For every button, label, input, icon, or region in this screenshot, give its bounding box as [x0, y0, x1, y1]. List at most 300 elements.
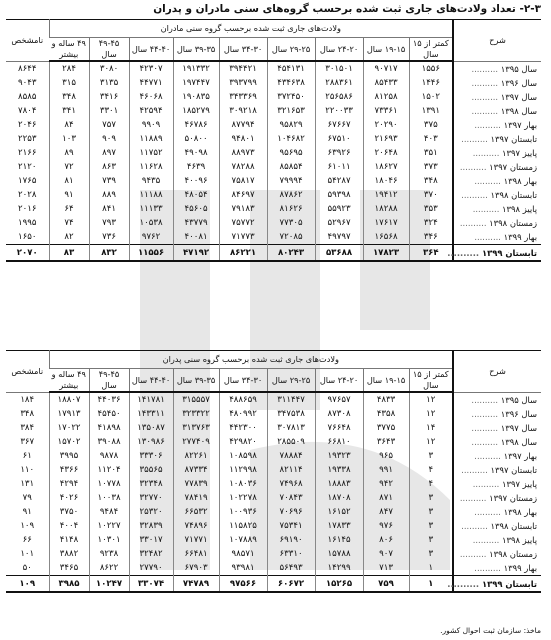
table-cell: ۳۵۱: [409, 146, 453, 160]
table-cell: ۴۴۰۳۶: [89, 392, 129, 407]
table-cell: ۴۱۴۸: [49, 533, 89, 547]
table-cell: ۳۴۶: [409, 230, 453, 245]
row-label-text: سال ۱۳۹۶: [500, 78, 538, 88]
row-label: بهار ۱۳۹۷ ..........: [453, 118, 541, 132]
table-cell: ۷۰۶۹۶: [267, 505, 315, 519]
table-cell: ۹۲۳۸: [89, 547, 129, 561]
table-cell: ۳: [409, 491, 453, 505]
table-cell: ۳۴۶۵: [49, 561, 89, 576]
row-label-text: تابستان ۱۳۹۹: [482, 578, 538, 589]
table-cell-unknown: ۲۰۷۰: [6, 245, 49, 262]
table-cell: ۹۷۶۲: [129, 230, 173, 245]
table-cell: ۴۹۰۹۸: [173, 146, 219, 160]
table-cell: ۷۹۳: [89, 216, 129, 230]
column-header-age-group: کمتر از ۱۵ سال: [409, 369, 453, 393]
row-label-text: تابستان ۱۳۹۸: [490, 521, 538, 531]
row-label: سال ۱۳۹۶ ..........: [453, 407, 541, 421]
table-cell: ۸۲۱۱۴: [267, 463, 315, 477]
table-cell: ۴: [409, 477, 453, 491]
table-row: [6, 132, 541, 146]
table-cell: ۳: [409, 533, 453, 547]
table-cell: ۴۰۰۴: [49, 519, 89, 533]
row-label: بهار ۱۳۹۸ ..........: [453, 174, 541, 188]
mothers-age-table: [6, 19, 541, 262]
table-cell: ۱۰۲۲۷: [89, 519, 129, 533]
row-label-text: بهار ۱۳۹۷: [503, 120, 538, 130]
table-cell: ۳۱۱۴۴۷: [267, 392, 315, 407]
table-cell: ۵۰۸۰۰: [173, 132, 219, 146]
table-cell: ۶۴: [49, 202, 89, 216]
table-cell: ۱۱۲۰۴: [89, 463, 129, 477]
table-cell: ۱۷۹۱۳: [49, 407, 89, 421]
table-cell: ۲۰۶۴۸: [363, 146, 409, 160]
table-cell: ۶۶۵۳۲: [173, 505, 219, 519]
table-row: [6, 61, 541, 76]
row-label-text: پاییز ۱۳۹۸: [502, 204, 538, 214]
table-cell: ۱۶۵۶۸: [363, 230, 409, 245]
table-cell: ۴۸۰۵۴: [173, 188, 219, 202]
row-label: سال ۱۳۹۷ ..........: [453, 421, 541, 435]
table-cell-unknown: ۵۰: [22, 563, 32, 573]
row-label: بهار ۱۳۹۹ ..........: [453, 561, 541, 576]
table-cell: ۳۷۳: [409, 160, 453, 174]
table-cell: ۴۰۰۹۶: [173, 174, 219, 188]
table-cell: ۱۷۸۲۳: [363, 245, 409, 262]
table-cell: ۸۷۳۰۸: [315, 407, 363, 421]
table-cell: ۱۰۴۶۸۲: [267, 132, 315, 146]
table-cell-unknown: ۳۴۸: [20, 409, 35, 419]
table-cell: ۷۳۶: [89, 230, 129, 245]
table-cell: ۳۷۵۰: [49, 505, 89, 519]
table-cell: ۷۴۹۶۸: [267, 477, 315, 491]
table-cell: ۲۸۴: [49, 61, 89, 76]
table-cell: ۱: [409, 561, 453, 576]
table-cell: ۳: [409, 519, 453, 533]
table-cell: ۷۸۴۱۹: [173, 491, 219, 505]
column-header-unknown: نامشخص: [6, 351, 49, 393]
table-cell: ۸۴۱: [89, 202, 129, 216]
table-cell: ۴۴۲۳۰۰: [219, 421, 267, 435]
table-cell: ۹۷۶۵۷: [315, 392, 363, 407]
table-cell: ۷۹۱۸۳: [219, 202, 267, 216]
table-cell: ۲۷۷۴۰۹: [173, 435, 219, 449]
row-label-text: تابستان ۱۳۹۸: [490, 190, 538, 200]
table-row: [6, 421, 541, 435]
column-header-unknown: نامشخص: [6, 20, 49, 62]
table-cell: ۴۰۲۶: [49, 491, 89, 505]
table-cell: ۸۷۱: [363, 491, 409, 505]
table-cell: ۶۶۴۸۱: [173, 547, 219, 561]
table-cell: ۸۴۷: [363, 505, 409, 519]
table-row: [6, 561, 541, 576]
table-cell-unknown: ۲۱۶۶: [18, 148, 37, 158]
table-cell: ۴۷۱۹۲: [173, 245, 219, 262]
table-cell: ۸۶۳: [89, 160, 129, 174]
table-cell: ۱۰۰۳۸: [89, 491, 129, 505]
row-label-text: تابستان ۱۳۹۷: [490, 465, 538, 475]
table-cell: ۳۲۳۳۲۲: [173, 407, 219, 421]
table-cell: ۹۵۸۲۹: [267, 118, 315, 132]
row-label: سال ۱۳۹۷ ..........: [453, 90, 541, 104]
table-cell: ۸۵۴۳۳: [363, 76, 409, 90]
table-cell: ۹۱: [49, 188, 89, 202]
row-label-text: بهار ۱۳۹۹: [503, 232, 538, 242]
table-cell: ۱۳۵۰۸۷: [129, 421, 173, 435]
row-label-text: بهار ۱۳۹۹: [503, 563, 538, 573]
table-cell: ۹۴۸۰۱: [219, 132, 267, 146]
table-cell: ۷۲: [49, 160, 89, 174]
table-cell: ۷۳۳۶۱: [363, 104, 409, 118]
table-row: [6, 118, 541, 132]
table-cell: ۳: [409, 449, 453, 463]
table-cell: ۸۱۲۵۸: [363, 90, 409, 104]
table-cell: ۹۳۹۸۱: [219, 561, 267, 576]
table-cell: ۱۷۸۳۳: [315, 519, 363, 533]
table-cell: ۱۸۰۴۶: [363, 174, 409, 188]
table-cell: ۸۳۲: [89, 245, 129, 262]
table-cell-unknown: ۱۱۰: [20, 465, 35, 475]
table-cell: ۵۲۹۶۷: [315, 216, 363, 230]
column-header-age-group: ۲۴-۲۰ سال: [315, 369, 363, 393]
row-label-text: زمستان ۱۳۹۷: [489, 493, 538, 503]
row-label: بهار ۱۳۹۹ ..........: [453, 230, 541, 245]
table-cell: ۳۲۴۸۲: [129, 547, 173, 561]
table-cell: ۹۴۲: [363, 477, 409, 491]
table-cell-unknown: ۲۱۲۰: [18, 162, 37, 172]
table-cell: ۷۴۸۹۶: [173, 519, 219, 533]
table-cell: ۳۹۰۸۸: [89, 435, 129, 449]
table-cell: ۶۰۶۷۲: [267, 576, 315, 593]
column-header-age-group: ۴۹-۴۵ سال: [89, 369, 129, 393]
table-cell: ۵۹۳۹۸: [315, 188, 363, 202]
table-cell: ۷۷۸۳۹: [173, 477, 219, 491]
table-cell-unknown: ۱۳۱: [20, 479, 35, 489]
table-cell: ۸۶۲۲۱: [219, 245, 267, 262]
table-cell: ۴۴۷۷۱: [129, 76, 173, 90]
table-cell-unknown: ۷۸۰۴: [18, 106, 37, 116]
table-cell: ۶۳۹۲۶: [315, 146, 363, 160]
table-cell: ۶۷۶۶۷: [315, 118, 363, 132]
table-cell: ۳۲۷۷۰: [129, 491, 173, 505]
table-cell: ۱۸۸۸۳: [315, 477, 363, 491]
table-cell: ۹۸۷۸: [89, 449, 129, 463]
table-cell: ۱۹۴۱۲: [363, 188, 409, 202]
table-cell: ۱۶۱۵۲: [315, 505, 363, 519]
row-label: تابستان ۱۳۹۹ ..........: [453, 245, 541, 262]
table-cell: ۳۱۳۵: [89, 76, 129, 90]
table-cell: ۷۹۹۹۴: [267, 174, 315, 188]
table-cell: ۸۲۲۶۱: [173, 449, 219, 463]
table-cell: ۳۴۸: [49, 90, 89, 104]
table-cell-unknown: ۲۰۴۶: [18, 120, 37, 130]
table-cell: ۱۵۰۲: [409, 90, 453, 104]
column-header-age-group: ۲۹-۲۵ سال: [267, 369, 315, 393]
table-cell-unknown: ۶۶: [22, 535, 32, 545]
table-cell: ۸۰۶: [363, 533, 409, 547]
table-cell: ۱۸۶۲۷: [363, 160, 409, 174]
row-label: پاییز ۱۳۹۷ ..........: [453, 477, 541, 491]
column-header-age-group: ۲۴-۲۰ سال: [315, 38, 363, 62]
row-label: زمستان ۱۳۹۸ ..........: [453, 216, 541, 230]
table-row: [6, 188, 541, 202]
column-header-age-group: ۱۹-۱۵ سال: [363, 38, 409, 62]
table-cell: ۹۶۵: [363, 449, 409, 463]
table-cell: ۶۷۵۱۰: [315, 132, 363, 146]
row-label-text: زمستان ۱۳۹۸: [489, 218, 538, 228]
table-cell: ۸۰۲۴۳: [267, 245, 315, 262]
table-cell: ۱۴۳۳۱۱: [129, 407, 173, 421]
column-header-age-group: ۴۹ ساله و بیشتر: [49, 369, 89, 393]
table-cell-unknown: ۶۱: [22, 451, 32, 461]
table-cell: ۷۵۸۱۷: [219, 174, 267, 188]
table-row: [6, 519, 541, 533]
table-cell: ۹۹۱: [363, 463, 409, 477]
table-cell: ۴۵۴۱۳۱: [267, 61, 315, 76]
row-label-text: بهار ۱۳۹۸: [503, 507, 538, 517]
table-cell: ۳۶۴۳: [363, 435, 409, 449]
row-label: پاییز ۱۳۹۸ ..........: [453, 533, 541, 547]
row-label-text: سال ۱۳۹۷: [500, 92, 538, 102]
total-row: [6, 245, 541, 262]
row-label: زمستان ۱۳۹۷ ..........: [453, 491, 541, 505]
column-header-age-group: ۴۴-۴۰ سال: [129, 38, 173, 62]
table-cell: ۹۷۶: [363, 519, 409, 533]
table-cell: ۳۴۱۶: [89, 90, 129, 104]
table-cell: ۱۷۰۲۲: [49, 421, 89, 435]
table-cell: ۱۰۵۳۸: [129, 216, 173, 230]
table-cell: ۱۹۳۳۸: [315, 463, 363, 477]
row-label: بهار ۱۳۹۷ ..........: [453, 449, 541, 463]
table-cell: ۴۲۳۰۷: [129, 61, 173, 76]
table-cell: ۷۵۳۴۱: [267, 519, 315, 533]
table-cell: ۱۴۱۷۸۱: [129, 392, 173, 407]
table-row: [6, 407, 541, 421]
table-row: [6, 160, 541, 174]
table-cell: ۹۰۹: [89, 132, 129, 146]
column-header-age-group: کمتر از ۱۵ سال: [409, 38, 453, 62]
row-label: سال ۱۳۹۸ ..........: [453, 104, 541, 118]
row-label-text: بهار ۱۳۹۷: [503, 451, 538, 461]
table-cell-unknown: ۹۰۴۳: [18, 78, 37, 88]
table-cell: ۹۷۵۶۶: [219, 576, 267, 593]
row-label: پاییز ۱۳۹۷ ..........: [453, 146, 541, 160]
table-row: [6, 104, 541, 118]
table-cell: ۳۷۰: [409, 188, 453, 202]
table-cell: ۳۹۴۴۲۱: [219, 61, 267, 76]
row-label: تابستان ۱۳۹۸ ..........: [453, 519, 541, 533]
row-label-text: سال ۱۳۹۸: [500, 437, 538, 447]
table-row: [6, 202, 541, 216]
table-cell: ۲۸۸۳۶۱: [315, 76, 363, 90]
table-cell: ۷۱۷۷۳: [219, 230, 267, 245]
table-cell: ۵۵۹۲۳: [315, 202, 363, 216]
table-cell: ۸۷۳۳۴: [173, 463, 219, 477]
table-cell: ۸۴۶۹۷: [219, 188, 267, 202]
table-cell: ۴۱۸۹۸: [89, 421, 129, 435]
column-header-age-group: ۴۹ ساله و بیشتر: [49, 38, 89, 62]
table-cell-unknown: ۱۰۹: [6, 576, 49, 593]
column-header-age-group: ۴۹-۴۵ سال: [89, 38, 129, 62]
table-cell: ۳۳۰۱: [89, 104, 129, 118]
table-row: [6, 491, 541, 505]
table-cell: ۱۵۷۸۸: [315, 547, 363, 561]
table-cell: ۷۱۳: [363, 561, 409, 576]
table-cell: ۵۴۲۸۷: [315, 174, 363, 188]
row-label: تابستان ۱۳۹۷ ..........: [453, 463, 541, 477]
table-cell: ۳۲۳۴۸: [129, 477, 173, 491]
column-header-label: شرح: [453, 20, 541, 62]
column-header-age-group: ۳۹-۳۵ سال: [173, 369, 219, 393]
fathers-group-header: ولادت‌های جاری ثبت شده برحسب گروه سنی پدران: [49, 351, 453, 369]
table-cell: ۱۰۳۰۱: [89, 533, 129, 547]
table-row: [6, 392, 541, 407]
table-cell-unknown: ۱۰۹: [20, 521, 35, 531]
table-cell: ۱۴۴۶: [409, 76, 453, 90]
table-cell-unknown: ۱۹۹۵: [18, 218, 37, 228]
row-label-text: سال ۱۳۹۵: [500, 394, 538, 405]
table-cell: ۳: [409, 547, 453, 561]
table-cell: ۱۴: [409, 421, 453, 435]
table-cell: ۱۹۰۸۳۵: [173, 90, 219, 104]
row-label: تابستان ۱۳۹۹ ..........: [453, 576, 541, 593]
table-cell: ۱۷۶۱۷: [363, 216, 409, 230]
table-cell-unknown: ۳۶۷: [20, 437, 35, 447]
table-cell: ۱۰۸۰۳۶: [219, 477, 267, 491]
table-cell: ۸۶۲۲: [89, 561, 129, 576]
table-cell: ۳۴۱: [49, 104, 89, 118]
table-cell: ۳۰۹۲۱۸: [219, 104, 267, 118]
table-cell: ۳۰۷۸۱۳: [267, 421, 315, 435]
table-cell-unknown: ۲۰۱۶: [18, 204, 37, 214]
table-cell: ۷۸۸۸۴: [267, 449, 315, 463]
table-cell: ۴۸۳۳: [363, 392, 409, 407]
table-cell: ۹۰۷۱۷: [363, 61, 409, 76]
row-label: سال ۱۳۹۶ ..........: [453, 76, 541, 90]
table-cell: ۷۷۳۰۵: [267, 216, 315, 230]
table-cell: ۳۴۷۵۳۸: [267, 407, 315, 421]
table-cell: ۵۳۶۸۸: [315, 245, 363, 262]
table-cell: ۷۵۹: [363, 576, 409, 593]
table-cell: ۹۴۳۵: [129, 174, 173, 188]
table-cell: ۷۴: [49, 216, 89, 230]
table-cell: ۳: [409, 505, 453, 519]
table-cell: ۱۵۵۶: [409, 61, 453, 76]
table-cell: ۱۲: [409, 407, 453, 421]
row-label: پاییز ۱۳۹۸ ..........: [453, 202, 541, 216]
table-cell-unknown: ۳۸۴: [20, 423, 35, 433]
table-cell-unknown: ۷۹: [22, 493, 32, 503]
table-cell: ۳۱۵: [49, 76, 89, 90]
table-cell: ۱۳۹۱: [409, 104, 453, 118]
table-cell: ۸۹۷: [89, 146, 129, 160]
table-cell: ۴۲۹۸۲۰: [219, 435, 267, 449]
table-cell: ۴۸۸۶۵۹: [219, 392, 267, 407]
table-row: [6, 449, 541, 463]
table-cell: ۱۱۲۹۹۸: [219, 463, 267, 477]
table-cell: ۲۲۰۰۳۳: [315, 104, 363, 118]
row-label-text: سال ۱۳۹۷: [500, 423, 538, 433]
table-title: ۲-۳- تعداد ولادت‌های جاری ثبت شده برحسب گروه‌های سنی مادران و پدران: [153, 3, 541, 15]
row-label-text: تابستان ۱۳۹۷: [490, 134, 538, 144]
table-cell: ۲۰۲۹۰: [363, 118, 409, 132]
table-cell: ۵۶۴۹۳: [267, 561, 315, 576]
table-cell: ۱۰۷۸۸۹: [219, 533, 267, 547]
table-cell-unknown: ۸۵۸۵: [18, 92, 37, 102]
row-label: بهار ۱۳۹۸ ..........: [453, 505, 541, 519]
table-cell: ۱۸۷۰۸: [315, 491, 363, 505]
table-cell: ۱۹۷۴۴۷: [173, 76, 219, 90]
source-note: ماخذ: سازمان ثبت احوال کشور.: [440, 626, 541, 635]
table-cell: ۹۰۷: [363, 547, 409, 561]
row-label-text: پاییز ۱۳۹۷: [502, 479, 538, 489]
table-cell: ۱۸۵۲۷۹: [173, 104, 219, 118]
table-cell: ۳۵۵۶۵: [129, 463, 173, 477]
table-cell: ۸۲: [49, 230, 89, 245]
table-cell: ۴: [409, 463, 453, 477]
row-label-text: پاییز ۱۳۹۸: [502, 535, 538, 545]
table-cell-unknown: ۱۶۵۰: [18, 232, 37, 242]
table-cell: ۱۱۱۳۳: [129, 202, 173, 216]
table-cell: ۹۴۸۴: [89, 505, 129, 519]
table-cell: ۱۹۳۲۳: [315, 449, 363, 463]
table-cell-unknown: ۱۷۶۵: [18, 176, 37, 186]
table-cell: ۲۸۵۵۰۹: [267, 435, 315, 449]
column-header-age-group: ۲۹-۲۵ سال: [267, 38, 315, 62]
table-cell: ۸۹: [49, 146, 89, 160]
column-header-label: شرح: [453, 351, 541, 393]
table-cell: ۴۲۵۹۴: [129, 104, 173, 118]
table-cell: ۱۵۲۶۵: [315, 576, 363, 593]
row-label: سال ۱۳۹۵ ..........: [453, 61, 541, 76]
table-cell: ۱۰۲۲۷۸: [219, 491, 267, 505]
table-cell: ۷۴۷۸۹: [173, 576, 219, 593]
table-cell: ۱۴۲۹۹: [315, 561, 363, 576]
row-label-text: سال ۱۳۹۵: [500, 63, 538, 74]
row-label-text: سال ۱۳۹۸: [500, 106, 538, 116]
total-row: [6, 576, 541, 593]
table-cell-unknown: ۲۲۵۳: [18, 134, 37, 144]
table-cell: ۳۳۳۰۶: [129, 449, 173, 463]
table-cell: ۷۸۲۸۸: [219, 160, 267, 174]
row-label: زمستان ۱۳۹۷ ..........: [453, 160, 541, 174]
fathers-age-table: [6, 350, 541, 593]
row-label: سال ۱۳۹۵ ..........: [453, 392, 541, 407]
table-cell: ۱۰۷۷۸: [89, 477, 129, 491]
table-cell: ۴۶۰۶۸: [129, 90, 173, 104]
table-cell: ۳۴۸: [409, 174, 453, 188]
table-cell: ۳۲۴: [409, 216, 453, 230]
table-cell: ۳۲۱۶۵۳: [267, 104, 315, 118]
column-header-age-group: ۳۹-۳۵ سال: [173, 38, 219, 62]
row-label: سال ۱۳۹۸ ..........: [453, 435, 541, 449]
row-label-text: پاییز ۱۳۹۷: [502, 148, 538, 158]
table-cell: ۱۳۰۹۸۶: [129, 435, 173, 449]
table-cell: ۸۴: [49, 118, 89, 132]
table-cell: ۷۲۰۸۵: [267, 230, 315, 245]
table-row: [6, 477, 541, 491]
table-cell: ۱۰۰۹۳۶: [219, 505, 267, 519]
table-cell: ۱۱۵۸۲۵: [219, 519, 267, 533]
table-row: [6, 547, 541, 561]
table-cell: ۳۳۰۱۷: [129, 533, 173, 547]
table-row: [6, 533, 541, 547]
row-label: زمستان ۱۳۹۸ ..........: [453, 547, 541, 561]
table-cell: ۱۵۷۰۲: [49, 435, 89, 449]
table-cell: ۹۸۵۷۱: [219, 547, 267, 561]
column-header-age-group: ۱۹-۱۵ سال: [363, 369, 409, 393]
table-cell: ۷۶۶۴۸: [315, 421, 363, 435]
table-cell: ۳۶۴: [409, 245, 453, 262]
